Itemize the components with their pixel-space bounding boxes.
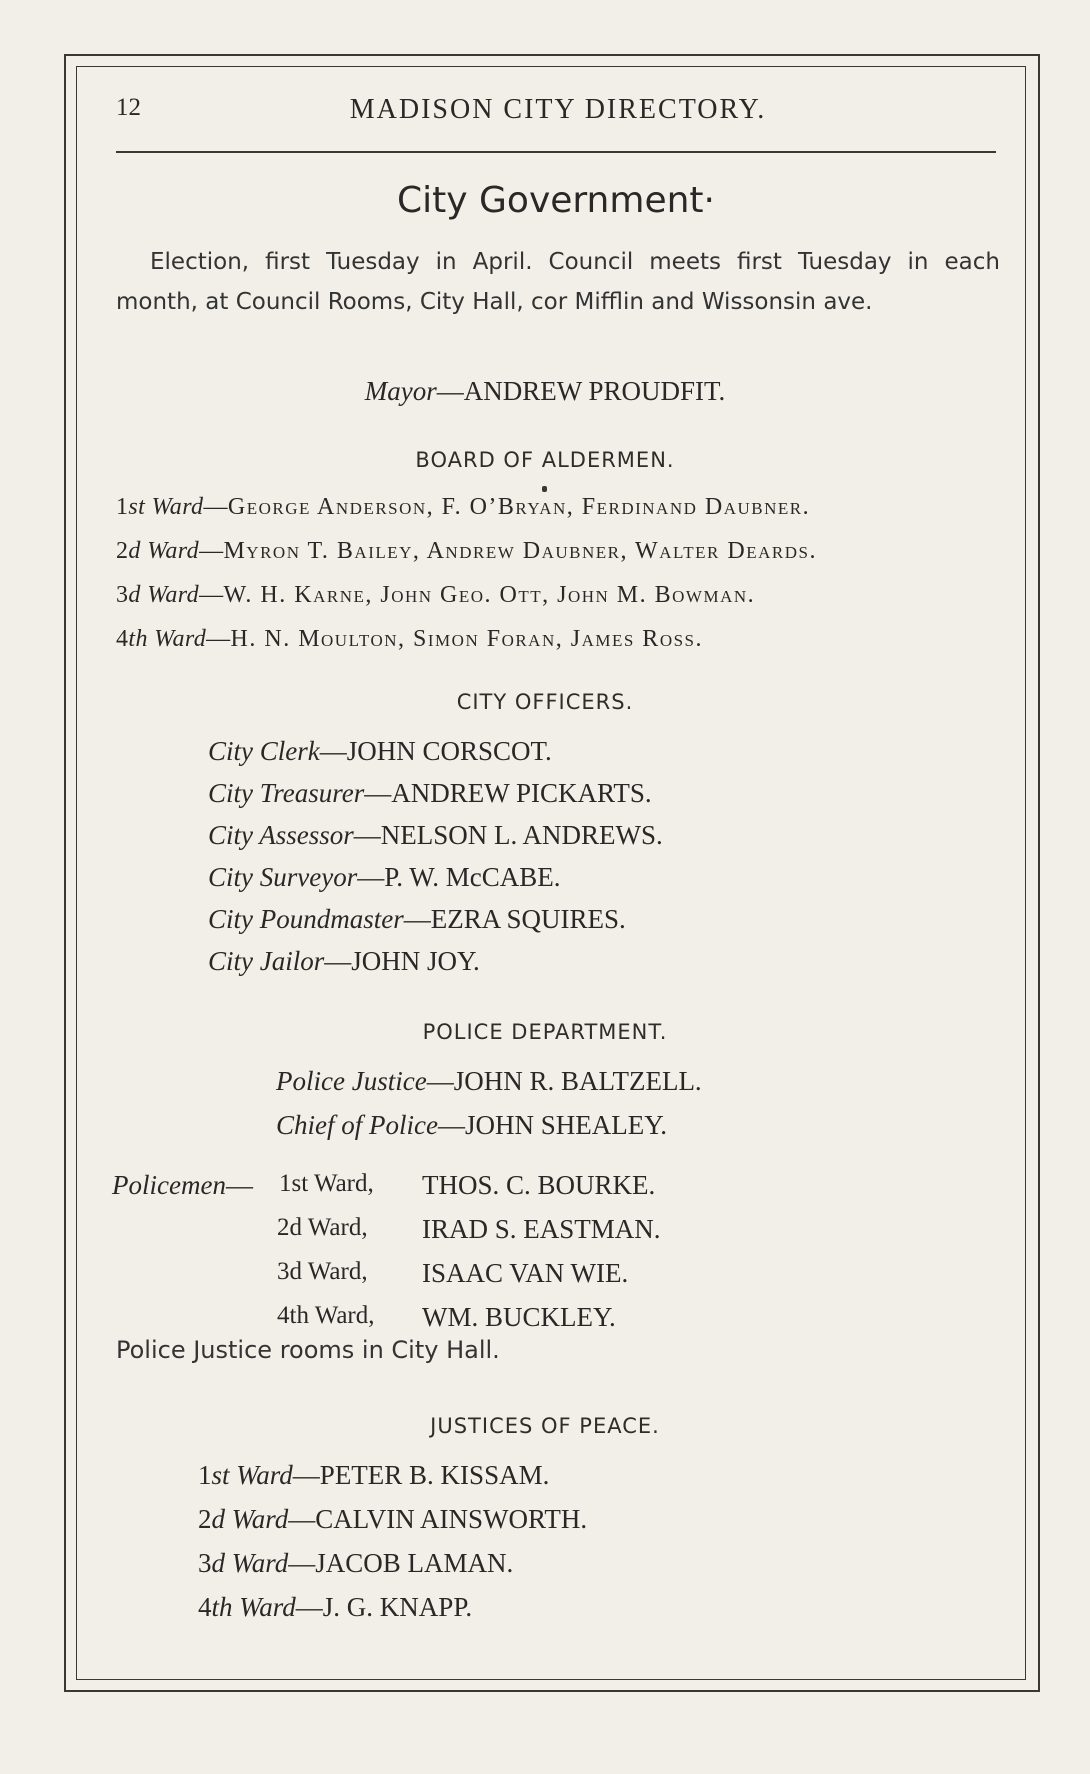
- ward-suffix: d: [128, 538, 141, 564]
- justice-row: [198, 1592, 472, 1623]
- dash: —: [292, 1460, 320, 1490]
- officer-name: JOHN CORSCOT.: [346, 736, 552, 766]
- alderman-names: George Anderson, F. O’Bryan, Ferdinand Daubner.: [227, 494, 811, 520]
- justice-name: JACOB LAMAN.: [315, 1548, 514, 1578]
- officer-title: City Poundmaster: [208, 904, 404, 934]
- ward-suffix: st: [211, 1460, 230, 1490]
- dash: —: [324, 946, 352, 976]
- mayor-label: Mayor: [364, 376, 437, 406]
- ward-number: 2: [116, 538, 129, 564]
- police-rooms-note: Police Justice rooms in City Hall.: [116, 1336, 500, 1364]
- officer-row: [208, 904, 626, 935]
- officer-name: ANDREW PICKARTS.: [391, 778, 652, 808]
- justice-name: PETER B. KISSAM.: [319, 1460, 550, 1490]
- bottom-outer-rule: [64, 1690, 1040, 1692]
- ward-word: Ward: [145, 494, 204, 520]
- justices-heading: JUSTICES OF PEACE.: [430, 1414, 660, 1438]
- policeman-name: WM. BUCKLEY.: [422, 1302, 616, 1332]
- alderman-row: [116, 494, 810, 521]
- alderman-names: H. N. Moulton, Simon Foran, James Ross.: [230, 626, 704, 652]
- ward-number: 3: [198, 1548, 212, 1578]
- alderman-row: [116, 626, 703, 653]
- policeman-ward: 1st Ward,: [279, 1170, 374, 1197]
- officer-name: JOHN JOY.: [351, 946, 480, 976]
- policeman-ward: 4th Ward,: [277, 1302, 375, 1329]
- dash: —: [357, 862, 385, 892]
- officer-row: [208, 778, 652, 809]
- police-chief-line: Chief of Police—JOHN SHEALEY.: [276, 1110, 667, 1140]
- police-chief-label: Chief of Police: [276, 1110, 438, 1140]
- alderman-names: Myron T. Bailey, Andrew Daubner, Walter Deards.: [223, 538, 817, 564]
- mayor-name: ANDREW PROUDFIT.: [463, 376, 726, 406]
- justice-row: [198, 1548, 513, 1579]
- policeman-name: IRAD S. EASTMAN.: [422, 1214, 661, 1244]
- ward-word: Ward: [225, 1504, 289, 1534]
- page-number: 12: [116, 94, 141, 121]
- dash: —: [353, 820, 381, 850]
- alderman-names: W. H. Karne, John Geo. Ott, John M. Bowman.: [223, 582, 756, 608]
- ward-number: 4: [198, 1592, 212, 1622]
- officer-row: [208, 862, 561, 893]
- policeman-name: THOS. C. BOURKE.: [422, 1170, 656, 1200]
- ward-word: Ward: [232, 1592, 296, 1622]
- ward-number: 2: [198, 1504, 212, 1534]
- left-outer-rule: [64, 54, 66, 1692]
- policeman-ward: 3d Ward,: [277, 1258, 368, 1285]
- ward-suffix: d: [128, 582, 141, 608]
- officer-row: [208, 736, 552, 767]
- police-justice-line: Police Justice—JOHN R. BALTZELL.: [276, 1066, 702, 1096]
- ward-word: Ward: [140, 538, 200, 564]
- dash: —: [288, 1504, 316, 1534]
- justice-row: [198, 1504, 587, 1535]
- ward-word: Ward: [147, 626, 207, 652]
- police-justice-name: JOHN R. BALTZELL.: [453, 1066, 702, 1096]
- right-outer-rule: [1038, 54, 1040, 1692]
- alderman-row: [116, 538, 817, 565]
- ward-number: 4: [116, 626, 129, 652]
- ward-suffix: d: [211, 1504, 225, 1534]
- policeman-name: ISAAC VAN WIE.: [422, 1258, 629, 1288]
- top-outer-rule: [64, 54, 1040, 56]
- ward-number: 1: [116, 494, 129, 520]
- header-rule: [116, 151, 996, 153]
- ward-suffix: th: [211, 1592, 233, 1622]
- election-paragraph: Election, first Tuesday in April. Council meets first Tuesday in each month, at Council Rooms, City Hall, cor Mifflin and Wissonsin ave.: [116, 249, 1000, 315]
- officer-title: City Assessor: [208, 820, 354, 850]
- running-head: MADISON CITY DIRECTORY.: [349, 94, 767, 125]
- ward-suffix: st: [128, 494, 146, 520]
- ward-number: 1: [198, 1460, 212, 1490]
- dash: —: [403, 904, 431, 934]
- ward-number: 3: [116, 582, 129, 608]
- dash: —: [225, 1170, 253, 1200]
- police-chief-name: JOHN SHEALEY.: [464, 1110, 667, 1140]
- page-title: City Government·: [397, 180, 715, 221]
- officer-name: EZRA SQUIRES.: [430, 904, 626, 934]
- ward-word: Ward: [229, 1460, 293, 1490]
- officer-row: [208, 820, 663, 851]
- dash: —: [206, 626, 231, 652]
- dash: —: [295, 1592, 323, 1622]
- officer-title: City Jailor: [208, 946, 325, 976]
- policemen-label: Policemen: [112, 1170, 226, 1200]
- officer-title: City Treasurer: [208, 778, 365, 808]
- justice-name: CALVIN AINSWORTH.: [315, 1504, 588, 1534]
- justice-row: [198, 1460, 549, 1491]
- mayor-line: Mayor—ANDREW PROUDFIT.: [364, 376, 726, 406]
- page-header: [116, 94, 1000, 134]
- police-heading: POLICE DEPARTMENT.: [422, 1020, 668, 1044]
- policeman-ward: 2d Ward,: [277, 1214, 368, 1241]
- dash: —: [203, 494, 228, 520]
- officer-name: P. W. McCABE.: [384, 862, 561, 892]
- justice-name: J. G. KNAPP.: [322, 1592, 473, 1622]
- dash: —: [319, 736, 347, 766]
- alderman-row: [116, 582, 755, 609]
- city-officers-heading: CITY OFFICERS.: [456, 690, 634, 714]
- ward-word: Ward: [140, 582, 200, 608]
- ward-suffix: d: [211, 1548, 225, 1578]
- policemen-label-line: [112, 1170, 253, 1201]
- police-justice-label: Police Justice: [276, 1066, 427, 1096]
- officer-row: [208, 946, 480, 977]
- dash: —: [364, 778, 392, 808]
- dash: —: [199, 582, 224, 608]
- dash: —: [199, 538, 224, 564]
- aldermen-heading: BOARD OF ALDERMEN.: [415, 448, 675, 472]
- officer-name: NELSON L. ANDREWS.: [380, 820, 663, 850]
- ward-word: Ward: [225, 1548, 289, 1578]
- dash: —: [288, 1548, 316, 1578]
- officer-title: City Clerk: [208, 736, 320, 766]
- ward-suffix: th: [128, 626, 148, 652]
- officer-title: City Surveyor: [208, 862, 358, 892]
- bullet-mark: [542, 486, 547, 492]
